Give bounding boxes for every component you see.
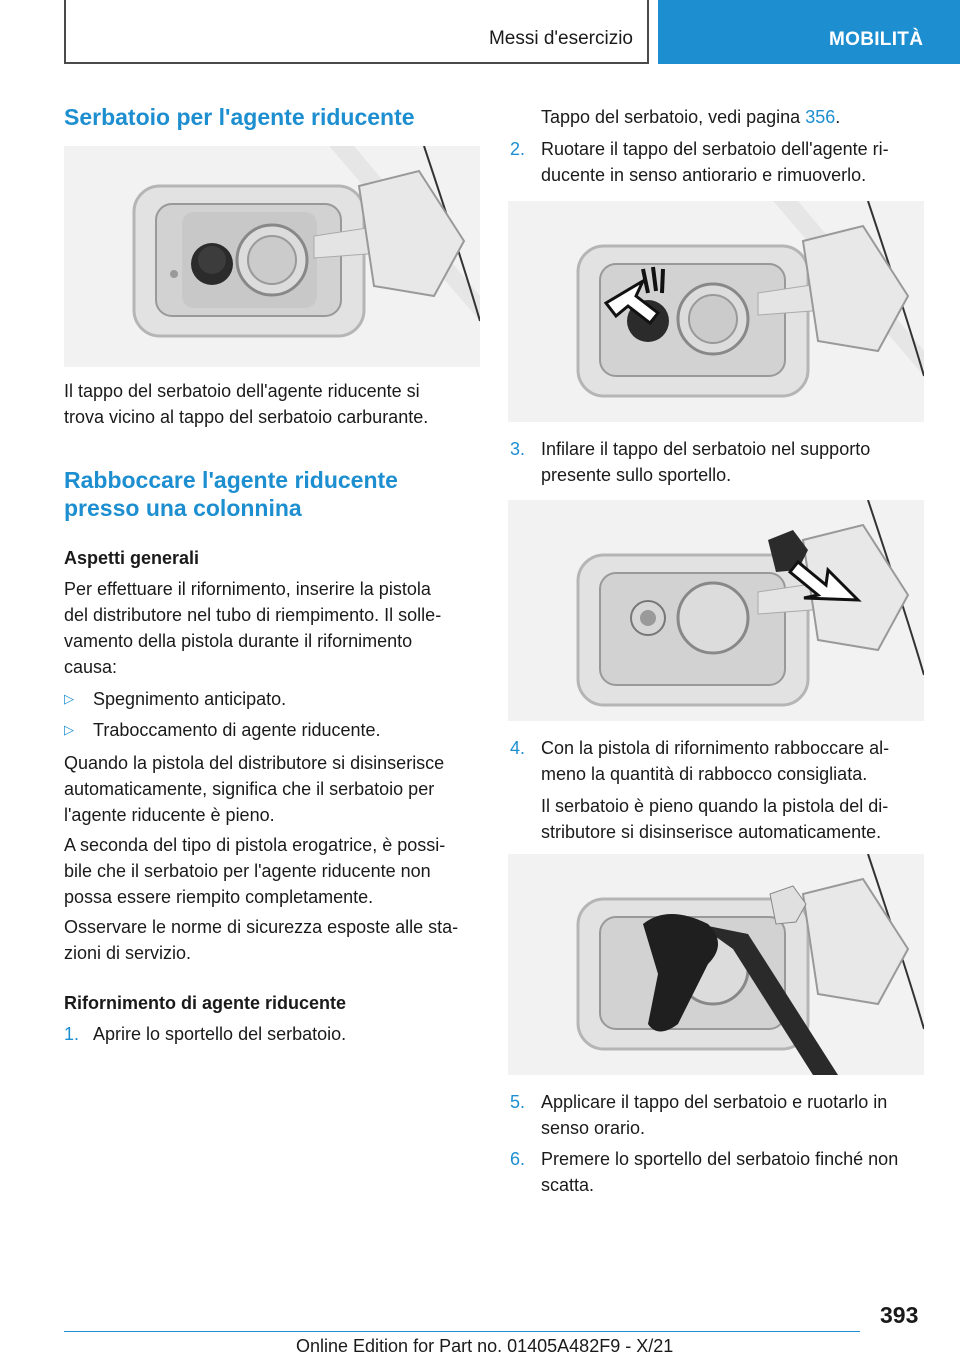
refuel-heading: Rifornimento di agente riducente <box>64 993 347 1013</box>
step-number: 5. <box>510 1092 526 1112</box>
bullet-text: Traboccamento di agente riducente. <box>93 720 381 740</box>
header-section-box <box>64 0 649 64</box>
general-text-4: causa: <box>64 657 118 677</box>
step1-cont-suffix: . <box>835 107 841 127</box>
step-text-line: Infilare il tappo del serbatoio nel supporto <box>541 439 871 459</box>
general-text-1: Per effettuare il rifornimento, inserire la pistola <box>64 579 431 599</box>
para3-line-1: Osservare le norme di sicurezza esposte alle sta- <box>64 917 459 937</box>
step-text-line: meno la quantità di rabbocco consigliata. <box>541 764 868 784</box>
step-text-line: ducente in senso antiorario e rimuoverlo. <box>541 165 867 185</box>
step-extra-line: Il serbatoio è pieno quando la pistola del di- <box>541 796 889 816</box>
step-1 <box>64 1021 480 1047</box>
step-text: Aprire lo sportello del serbatoio. <box>93 1024 347 1044</box>
step-extra-line: stributore si disinserisce automaticamente. <box>541 822 882 842</box>
reductant-cap-photo <box>64 146 480 367</box>
subtitle-line-2: presso una colonnina <box>64 495 302 521</box>
step-text-line: senso orario. <box>541 1118 646 1138</box>
step-text-line: scatta. <box>541 1175 595 1195</box>
store-cap-photo <box>508 500 924 721</box>
general-heading: Aspetti generali <box>64 548 200 568</box>
subtitle-line-1: Rabboccare l'agente riducente <box>64 467 398 493</box>
para1-line-1: Quando la pistola del distributore si disinserisce <box>64 753 445 773</box>
general-text-3: vamento della pistola durante il rifornimento <box>64 631 413 651</box>
footer-divider <box>64 1331 860 1332</box>
page-number: 393 <box>880 1302 919 1328</box>
step-2 <box>510 136 924 188</box>
step-number: 1. <box>64 1024 80 1044</box>
section-title: Serbatoio per l'agente riducente <box>64 104 415 130</box>
step-text-line: presente sullo sportello. <box>541 465 732 485</box>
step-5 <box>510 1089 924 1141</box>
para1-line-3: l'agente riducente è pieno. <box>64 805 275 825</box>
header-chapter-tab[interactable] <box>658 0 960 64</box>
page-link-356[interactable]: 356 <box>805 107 836 127</box>
para3-line-2: zioni di servizio. <box>64 943 192 963</box>
step-6 <box>510 1146 924 1198</box>
step1-cont-prefix: Tappo del serbatoio, vedi pagina <box>541 107 806 127</box>
para2-line-1: A seconda del tipo di pistola erogatrice, è possi- <box>64 835 446 855</box>
step-number: 6. <box>510 1149 526 1169</box>
para2-line-2: bile che il serbatoio per l'agente riducente non <box>64 861 431 881</box>
refill-nozzle-photo <box>508 854 924 1075</box>
rotate-cap-photo <box>508 201 924 422</box>
step-number: 4. <box>510 738 526 758</box>
step-3 <box>510 436 924 488</box>
step-text-line: Ruotare il tappo del serbatoio dell'agente ri- <box>541 139 889 159</box>
header-section-title: Messi d'esercizio <box>488 28 633 49</box>
caption-line-2: trova vicino al tappo del serbatoio carburante. <box>64 407 429 427</box>
step-text-line: Applicare il tappo del serbatoio e ruotarlo in <box>541 1092 888 1112</box>
general-text-2: del distributore nel tubo di riempimento. Il solle- <box>64 605 442 625</box>
step-number: 2. <box>510 139 526 159</box>
bullet-text: Spegnimento anticipato. <box>93 689 287 709</box>
step-text-line: Con la pistola di rifornimento rabboccare al- <box>541 738 890 758</box>
para1-line-2: automaticamente, significa che il serbatoio per <box>64 779 435 799</box>
step-number: 3. <box>510 439 526 459</box>
triangle-bullet-icon: ▷ <box>64 691 74 706</box>
step1-continuation <box>541 104 840 130</box>
footer-edition: Online Edition for Part no. 01405A482F9 - X/21 <box>296 1336 674 1356</box>
triangle-bullet-icon: ▷ <box>64 722 74 737</box>
header-chapter-label: MOBILITÀ <box>829 29 924 50</box>
caption-line-1: Il tappo del serbatoio dell'agente riducente si <box>64 381 420 401</box>
step-4 <box>510 735 924 845</box>
step-text-line: Premere lo sportello del serbatoio finché non <box>541 1149 899 1169</box>
para2-line-3: possa essere riempito completamente. <box>64 887 374 907</box>
